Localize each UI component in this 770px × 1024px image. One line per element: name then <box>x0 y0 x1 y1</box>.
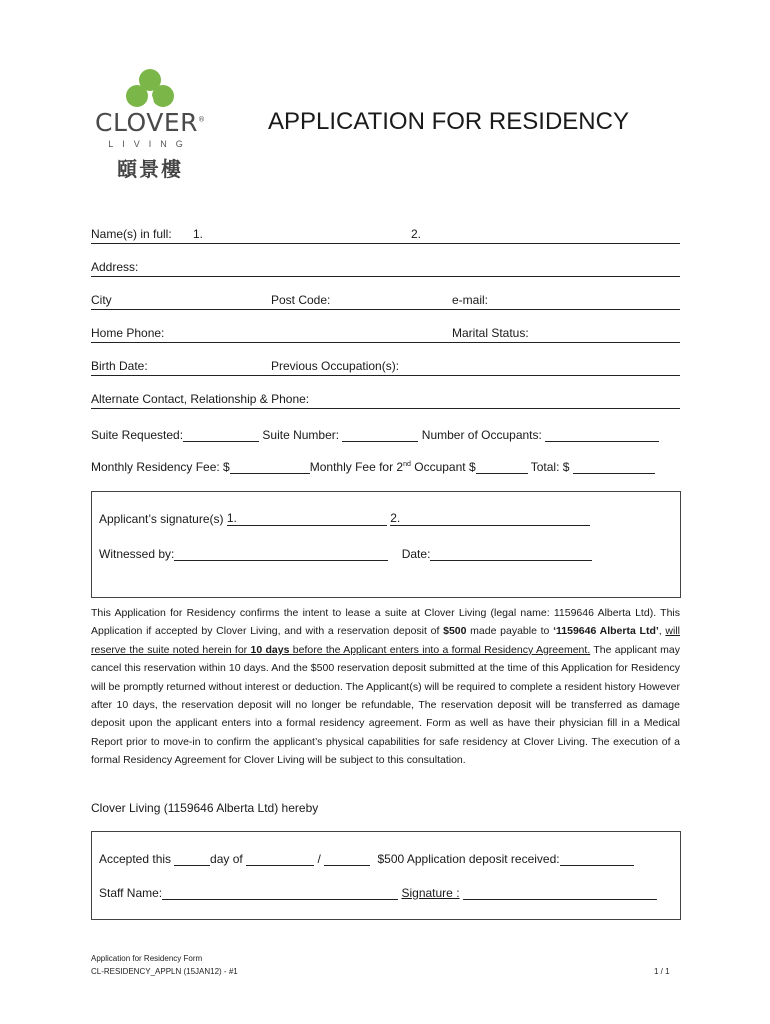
names-number-2: 2. <box>411 227 422 241</box>
birth-occupation-field[interactable] <box>91 353 680 376</box>
staff-signature-input[interactable] <box>463 886 657 900</box>
city-postcode-email-field[interactable] <box>91 287 680 310</box>
home-phone-label: Home Phone: <box>91 326 165 340</box>
footer-form-code: CL-RESIDENCY_APPLN (15JAN12) - #1 <box>91 967 238 976</box>
staff-signature-label: Signature : <box>401 886 460 900</box>
acceptance-box <box>91 831 681 920</box>
signature-box <box>91 491 681 598</box>
applicant-signature-row <box>99 512 590 526</box>
number-of-occupants-input[interactable] <box>545 428 659 442</box>
hereby-statement: Clover Living (1159646 Alberta Ltd) hereby <box>91 801 319 815</box>
number-of-occupants-label: Number of Occupants: <box>421 428 542 442</box>
accepted-month-input[interactable] <box>246 852 314 866</box>
suite-row <box>91 428 659 442</box>
birth-date-label: Birth Date: <box>91 359 148 373</box>
names-label: Name(s) in full: <box>91 227 172 241</box>
witness-date-label: Date: <box>401 547 431 561</box>
previous-occupation-label: Previous Occupation(s): <box>271 359 400 373</box>
accepted-day-input[interactable] <box>174 852 210 866</box>
post-code-label: Post Code: <box>271 293 331 307</box>
email-label: e-mail: <box>452 293 489 307</box>
monthly-fee-2-label: Monthly Fee for 2nd Occupant $ <box>309 460 476 474</box>
suite-number-label: Suite Number: <box>262 428 340 442</box>
address-field[interactable] <box>91 254 680 277</box>
footer-form-name: Application for Residency Form <box>91 954 203 963</box>
clover-living-logo <box>95 66 210 181</box>
logo-subword: LIVING <box>108 139 192 149</box>
deposit-received-label: $500 Application deposit received: <box>377 852 560 866</box>
footer-page-number: 1 / 1 <box>654 967 670 976</box>
deposit-received-input[interactable] <box>560 852 634 866</box>
total-input[interactable] <box>573 460 655 474</box>
alternate-contact-field[interactable] <box>91 386 680 409</box>
acceptance-row <box>99 852 634 866</box>
names-field[interactable] <box>91 221 680 244</box>
witnessed-by-label: Witnessed by: <box>99 547 175 561</box>
clover-leaf-icon <box>95 66 205 110</box>
fee-row <box>91 460 655 474</box>
date-slash: / <box>317 852 321 866</box>
address-label: Address: <box>91 260 139 274</box>
accepted-this-label: Accepted this <box>99 852 172 866</box>
logo-chinese-name: 頤景樓 <box>117 159 183 181</box>
monthly-fee-input[interactable] <box>230 460 310 474</box>
page-title: APPLICATION FOR RESIDENCY <box>268 108 629 135</box>
signature-2-input[interactable]: 2. <box>390 512 590 526</box>
alternate-contact-label: Alternate Contact, Relationship & Phone: <box>91 392 310 406</box>
applicant-signature-label: Applicant’s signature(s) <box>99 512 224 526</box>
names-1-underline <box>193 243 385 244</box>
marital-status-label: Marital Status: <box>452 326 529 340</box>
suite-requested-label: Suite Requested: <box>91 428 184 442</box>
phone-marital-field[interactable] <box>91 320 680 343</box>
accepted-year-input[interactable] <box>324 852 370 866</box>
logo-wordmark: CLOVER® <box>95 108 206 137</box>
staff-name-input[interactable] <box>162 886 398 900</box>
staff-row <box>99 886 657 900</box>
suite-number-input[interactable] <box>342 428 418 442</box>
witness-date-input[interactable] <box>430 547 592 561</box>
witness-row <box>99 547 592 561</box>
staff-name-label: Staff Name: <box>99 886 163 900</box>
terms-paragraph: This Application for Residency confirms the intent to lease a suite at Clover Living (legal name: 1159646 Alberta Ltd). This Application if accepted by Clover Living, and with a reservation deposit of $500 made payable to ‘1159646 Alberta Ltd’, will reserve the suite noted herein for 10 days before the Applicant enters into a formal Residency Agreement. The applicant may cancel this reservation within 10 days. And the $500 reservation deposit submitted at the time of this Application for Residency will be promptly returned without interest or deduction. The Applicant(s) will be required to complete a resident history However after 10 days, the reservation deposit will no longer be refundable, The reservation deposit will be transferred as damage deposit upon the applicant enters into a formal residency agreement. Form as well as have their physician fill in a Medical Report prior to move-in to confirm the applicant’s physical capabilities for safe residency at Clover Living. The execution of a formal Residency Agreement for Clover Living will be subject to this consultation. <box>91 607 681 767</box>
monthly-fee-label: Monthly Residency Fee: $ <box>91 460 230 474</box>
day-of-label: day of <box>210 852 243 866</box>
monthly-fee-2-input[interactable] <box>476 460 528 474</box>
suite-requested-input[interactable] <box>183 428 259 442</box>
signature-1-input[interactable]: 1. <box>227 512 387 526</box>
total-label: Total: $ <box>530 460 570 474</box>
witnessed-by-input[interactable] <box>174 547 388 561</box>
names-number-1: 1. <box>193 227 204 241</box>
city-label: City <box>91 293 112 307</box>
